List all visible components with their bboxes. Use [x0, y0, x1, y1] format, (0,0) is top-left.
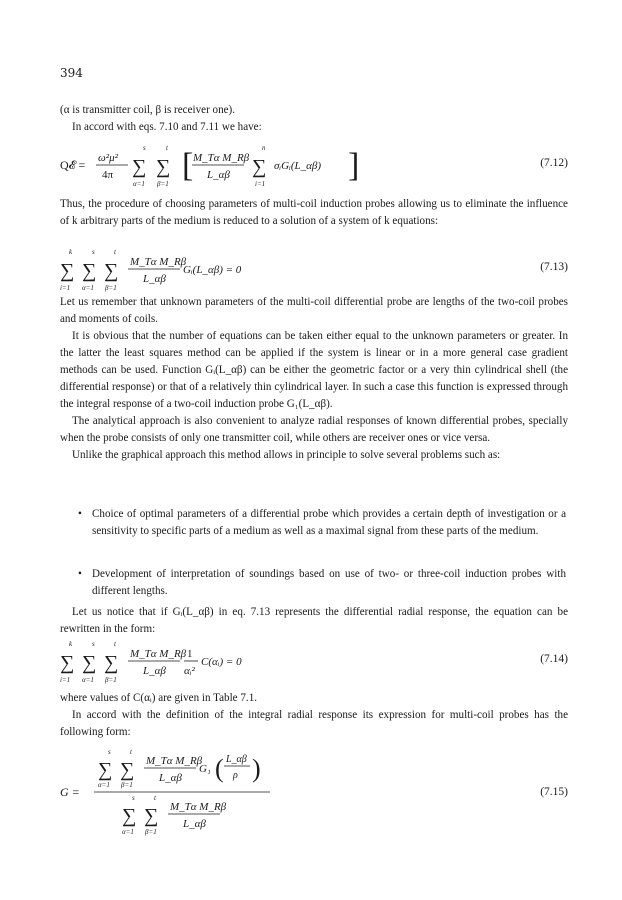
bullet-text-1: Choice of optimal parameters of a differential probe which provides a certain depth of investigation or a sensitivity to specific parts of a medium as well as a maximal signal from these parts of the medium. [92, 508, 566, 537]
eq715-inner-den: ρ [233, 770, 238, 781]
eq715-n-frac-num: M_Tα M_Rβ [146, 755, 203, 767]
eq715-n-sum1-bot: α=1 [98, 781, 110, 789]
eq712-lhs: Q𝓔 = [60, 158, 86, 172]
para-thus-text: Thus, the procedure of choosing parameters of multi-coil induction probes allowing us to eliminate the influence of k arbitrary parts of the medium is reduced to a solution of a system of k equations: [60, 198, 568, 227]
eq712-sum2-bot: β=1 [157, 180, 169, 188]
eq715-inner-num: L_αβ [226, 754, 247, 765]
eq713-sum3-bot: β=1 [105, 284, 117, 292]
eq712-sum3-bot: i=1 [255, 180, 266, 188]
body-block-1 [60, 294, 568, 464]
page-number: 394 [60, 66, 83, 80]
intro-line: (α is transmitter coil, β is receiver one). [60, 104, 236, 116]
bullet-text-2: Development of interpretation of soundings based on use of two- or three-coil induction probes with different lengths. [92, 568, 566, 597]
eq712-number: (7.12) [540, 157, 568, 169]
eq712-sum2: ∑ [156, 156, 171, 178]
eq713-frac-den: L_αβ [143, 273, 166, 285]
eq715-d-sum2: ∑ [144, 805, 159, 827]
eq712-rbracket: ] [348, 147, 360, 184]
eq713-sum2: ∑ [82, 260, 97, 282]
eq714-frac-num: M_Tα M_Rβ [130, 648, 187, 660]
eq715-d-sum-t: t [154, 794, 156, 802]
bullet-icon: • [78, 568, 82, 580]
equation-7-14 [60, 640, 568, 684]
eq714-sum3: ∑ [104, 652, 119, 674]
eq714-one: 1 [187, 648, 193, 660]
eq714-sum3-bot: β=1 [105, 676, 117, 684]
eq712-sum3-top: n [262, 144, 266, 152]
eq715-d-sum1-bot: α=1 [122, 828, 134, 836]
eq714-number: (7.14) [540, 653, 568, 665]
eq712-sum3: ∑ [252, 156, 267, 178]
eq714-sum2-bot: α=1 [82, 676, 94, 684]
para-thus [60, 196, 568, 230]
eq713-frac-num: M_Tα M_Rβ [130, 256, 187, 268]
equation-7-13-graphic [60, 248, 360, 294]
equation-7-15-graphic [60, 748, 460, 846]
eq714-sum1-bot: i=1 [60, 676, 71, 684]
eq715-d-sum1: ∑ [122, 805, 137, 827]
eq714-sum2: ∑ [82, 652, 97, 674]
eq714-frac-den: L_αβ [143, 665, 166, 677]
eq713-sum3: ∑ [104, 260, 119, 282]
eq713-number: (7.13) [540, 261, 568, 273]
eq712-numer: ω²μ² [98, 152, 118, 164]
para-notice [60, 604, 568, 638]
eq715-number: (7.15) [540, 786, 568, 798]
para-definition: In accord with the definition of the integral radial response its expression for multi-coil probes has the following form: [60, 709, 568, 738]
eq715-n-sum2-bot: β=1 [121, 781, 133, 789]
para-obvious: It is obvious that the number of equations can be taken either equal to the unknown parameters or greater. In the latter the least squares method can be applied if the system is linear or in a more general case gradient methods can be used. Function Gᵢ(L_αβ) can be either the geometric factor or a very thin cylindrical shell (the differential response) or that of a relatively thin cylindrical layer. In such a case this function is expressed through the integral response of a two-coil induction probe G₁(L_αβ). [60, 330, 568, 410]
equation-7-15 [60, 748, 568, 844]
eq712-sum1-top: s [143, 144, 146, 152]
eq714-sum1: ∑ [60, 652, 75, 674]
eq715-n-frac-den: L_αβ [159, 772, 182, 784]
para-remember: Let us remember that unknown parameters of the multi-coil differential probe are lengths of the two-coil probes and moments of coils. [60, 296, 568, 325]
eq713-sum-t: t [114, 248, 116, 256]
eq712-lbracket: [ [182, 147, 194, 184]
para-analytical: The analytical approach is also convenient to analyze radial responses of known differential probes, specially when the probe consists of only one transmitter coil, while others are receiver ones or vice versa. [60, 415, 568, 444]
equation-7-12-graphic [60, 142, 500, 194]
eq714-alpha-sq: αᵢ² [184, 665, 195, 677]
eq713-sum-s: s [92, 248, 95, 256]
eq715-d-sum2-bot: β=1 [145, 828, 157, 836]
eq712-denom: 4π [102, 169, 114, 181]
eq715-d-frac-num: M_Tα M_Rβ [170, 801, 227, 813]
eq715-lparen: ( [215, 754, 224, 783]
intro-accord: In accord with eqs. 7.10 and 7.11 we have: [72, 121, 262, 133]
equation-7-13 [60, 248, 568, 292]
eq713-sum1: ∑ [60, 260, 75, 282]
eq715-n-sum2: ∑ [120, 759, 135, 781]
eq713-tail: Gᵢ(L_αβ) = 0 [183, 264, 242, 276]
para-unlike: Unlike the graphical approach this method allows in principle to solve several problems such as: [72, 449, 501, 461]
eq715-d-frac-den: L_αβ [183, 818, 206, 830]
eq715-rparen: ) [252, 754, 261, 783]
bullet-icon: • [78, 508, 82, 520]
eq712-frac-den: L_αβ [207, 169, 230, 181]
eq712-sum2-top: t [166, 144, 168, 152]
eq713-sum-k: k [69, 248, 73, 256]
eq715-n-sum-t: t [130, 748, 132, 756]
para-where: where values of C(αᵢ) are given in Table 7.1. [60, 692, 258, 704]
eq714-sum-s: s [92, 640, 95, 648]
eq714-tail: C(αᵢ) = 0 [201, 656, 242, 668]
bullet-item-2 [78, 566, 566, 600]
eq714-sum-t: t [114, 640, 116, 648]
eq715-lhs: G = [60, 785, 80, 799]
eq714-sum-k: k [69, 640, 73, 648]
eq715-n-sum-s: s [108, 748, 111, 756]
eq712-sum1: ∑ [132, 156, 147, 178]
eq715-d-sum-s: s [132, 794, 135, 802]
para-notice-text: Let us notice that if Gᵢ(L_αβ) in eq. 7.13 represents the differential radial response, the equation can be rewritten in the form: [60, 606, 568, 635]
intro-block [60, 102, 568, 136]
bullet-item-1 [78, 506, 566, 540]
body-block-2 [60, 690, 568, 741]
eq713-sum1-bot: i=1 [60, 284, 71, 292]
eq712-frac-num: M_Tα M_Rβ [193, 152, 250, 164]
eq713-sum2-bot: α=1 [82, 284, 94, 292]
equation-7-14-graphic [60, 640, 380, 686]
eq712-tail: σᵢGᵢ(L_αβ) [274, 160, 322, 172]
eq712-sum1-bot: α=1 [133, 180, 145, 188]
equation-7-12 [60, 142, 568, 192]
eq715-g1: G₁ [199, 763, 211, 775]
eq715-n-sum1: ∑ [98, 759, 113, 781]
